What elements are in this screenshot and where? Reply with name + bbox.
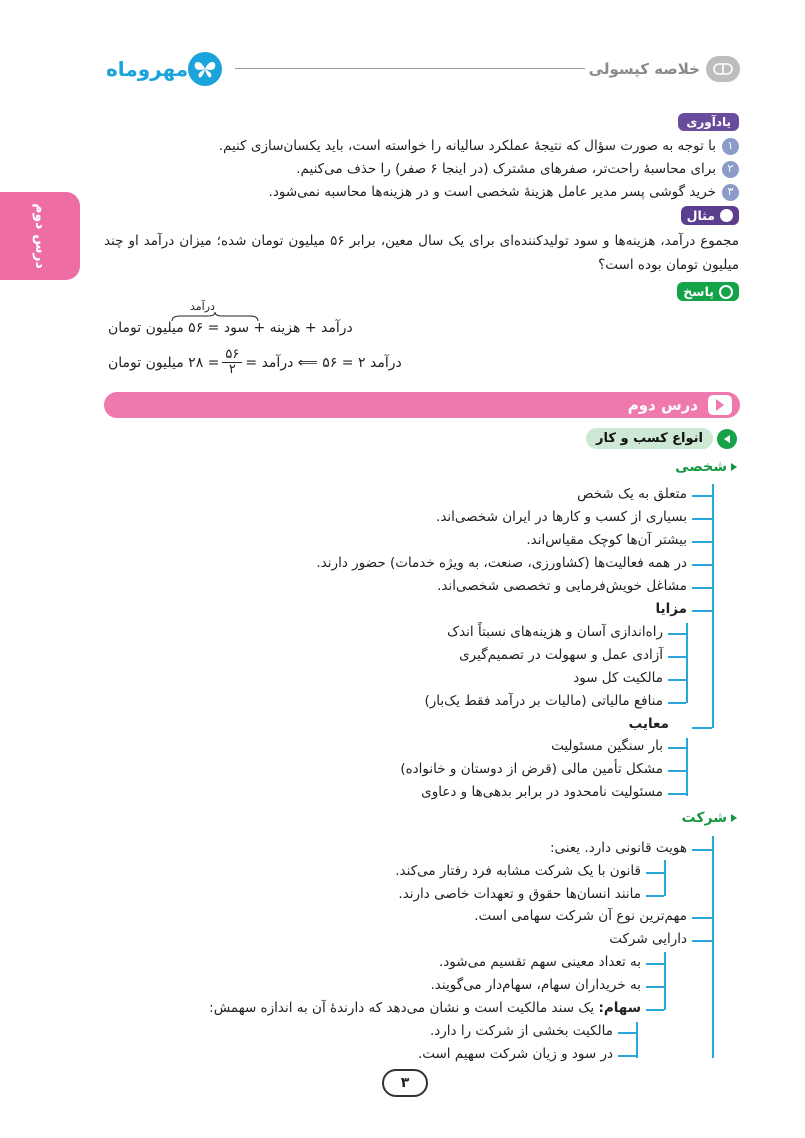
- side-lesson-tab[interactable]: [0, 192, 80, 280]
- example-tag-label: مثال: [686, 208, 715, 223]
- company-heading: [682, 810, 737, 826]
- equation-1: درآمد + هزینه + سود = ۵۶ میلیون تومان: [108, 320, 353, 336]
- assets-item: به خریداران سهام، سهام‌دار می‌گویند.: [430, 977, 641, 993]
- play-arrow-icon: [708, 395, 732, 415]
- overbrace-label: درآمد: [190, 300, 215, 313]
- advantages-label-text: مزایا: [655, 601, 687, 617]
- equation-2-right: = ۲۸ میلیون تومان: [108, 354, 220, 371]
- assets-tree-line: [664, 952, 666, 1010]
- disadvantage-item: مشکل تأمین مالی (قرض از دوستان و خانواده): [400, 761, 663, 777]
- company-legal: هویت قانونی دارد. یعنی:: [549, 840, 687, 856]
- share-definition: [209, 1000, 641, 1016]
- share-item: در سود و زیان شرکت سهیم است.: [417, 1046, 613, 1062]
- disadvantage-item: مسئولیت نامحدود در برابر بدهی‌ها و دعاوی: [421, 784, 663, 800]
- list-item: [104, 158, 739, 180]
- brand: [100, 52, 222, 86]
- company-tree-line: [712, 836, 714, 1058]
- section-title: خلاصه کپسولی: [588, 60, 700, 78]
- disadvantages-tree-line: [686, 738, 688, 796]
- tree-item: بسیاری از کسب و کارها در ایران شخصی‌اند.: [436, 509, 687, 525]
- tree-item: در همه فعالیت‌ها (کشاورزی، صنعت، به ویژه خدمات) حضور دارند.: [316, 555, 687, 571]
- company-most-important: مهم‌ترین نوع آن شرکت سهامی است.: [474, 908, 687, 924]
- rewind-icon: [717, 429, 737, 449]
- reminder-block: [104, 111, 739, 204]
- advantages-label: [655, 601, 687, 617]
- reminder-tag: یادآوری: [678, 113, 739, 131]
- fraction-numerator: ۵۶: [225, 347, 240, 362]
- business-types-label: انواع کسب و کار: [586, 428, 713, 449]
- tree-item: مشاغل خویش‌فرمایی و تخصصی شخصی‌اند.: [437, 578, 687, 594]
- company-heading-label: شرکت: [681, 810, 727, 826]
- advantages-tree-line: [686, 623, 688, 703]
- advantage-item: منافع مالیاتی (مالیات بر درآمد فقط یک‌بار): [424, 693, 663, 709]
- capsule-summary: [589, 56, 740, 82]
- legal-item: مانند انسان‌ها حقوق و تعهدات خاصی دارند.: [398, 886, 641, 902]
- advantage-item: راه‌اندازی آسان و هزینه‌های نسبتاً اندک: [446, 624, 663, 640]
- answer-tag: [677, 282, 739, 301]
- brand-name: مهروماه: [106, 57, 189, 81]
- header-divider: [235, 68, 585, 69]
- disadvantages-label-text: معایب: [628, 716, 669, 732]
- list-item: [104, 135, 739, 157]
- example-text: مجموع درآمد، هزینه‌ها و سود تولیدکننده‌ای برای یک سال معین، برابر ۵۶ میلیون تومان شده؛ میزان درآمد او چند میلیون تومان بوده است؟: [104, 233, 739, 273]
- fraction: [222, 348, 242, 377]
- personal-heading: [675, 459, 737, 475]
- list-number: ۳: [722, 184, 739, 201]
- disadvantage-item: بار سنگین مسئولیت: [551, 738, 663, 754]
- list-item: [104, 181, 739, 203]
- reminder-list: [104, 135, 739, 203]
- answer-tag-label: پاسخ: [683, 284, 714, 299]
- butterfly-logo-icon: [188, 52, 222, 86]
- pill-icon: [706, 56, 740, 82]
- list-text: خرید گوشی پسر مدیر عامل هزینهٔ شخصی است و در هزینه‌ها محاسبه نمی‌شود.: [268, 184, 716, 200]
- location-pin-icon: [720, 209, 733, 222]
- check-circle-icon: [719, 285, 733, 299]
- lesson-title-bar: [104, 392, 740, 418]
- company-assets: دارایی شرکت: [609, 931, 687, 947]
- share-tree-line: [636, 1022, 638, 1058]
- page-number: ۳: [382, 1069, 428, 1097]
- advantage-item: آزادی عمل و سهولت در تصمیم‌گیری: [459, 647, 663, 663]
- disadvantages-label: [629, 716, 669, 732]
- share-item: مالکیت بخشی از شرکت را دارد.: [429, 1023, 613, 1039]
- legal-item: قانون با یک شرکت مشابه فرد رفتار می‌کند.: [395, 863, 641, 879]
- lesson-title: درس دوم: [627, 396, 698, 414]
- equation-2: [108, 348, 402, 377]
- personal-tree-line: [712, 484, 714, 728]
- list-text: برای محاسبهٔ راحت‌تر، صفرهای مشترک (در اینجا ۶ صفر) را حذف می‌کنیم.: [296, 161, 716, 177]
- fraction-denominator: ۲: [228, 362, 236, 377]
- personal-heading-label: شخصی: [675, 459, 727, 475]
- list-text: با توجه به صورت سؤال که نتیجهٔ عملکرد سالیانه را خواسته است، باید یکسان‌سازی کنیم.: [218, 138, 716, 154]
- tree-item: متعلق به یک شخص: [577, 486, 687, 502]
- legal-tree-line: [664, 860, 666, 896]
- share-text: یک سند مالکیت است و نشان می‌دهد که دارندهٔ آن به اندازه سهمش:: [209, 1000, 595, 1016]
- page-header: [100, 46, 740, 90]
- business-types-heading: [586, 428, 737, 449]
- list-number: ۱: [722, 138, 739, 155]
- advantage-item: مالکیت کل سود: [573, 670, 663, 686]
- example-block: [104, 206, 739, 277]
- assets-item: به تعداد معینی سهم تقسیم می‌شود.: [439, 954, 641, 970]
- tree-item: بیشتر آن‌ها کوچک مقیاس‌اند.: [526, 532, 687, 548]
- example-tag: [681, 206, 739, 225]
- share-label: سهام:: [598, 1000, 641, 1016]
- equation-2-left: درآمد ۲ = ۵۶ ⟸ درآمد =: [245, 354, 402, 371]
- side-tab-label: درس دوم: [32, 203, 48, 269]
- list-number: ۲: [722, 161, 739, 178]
